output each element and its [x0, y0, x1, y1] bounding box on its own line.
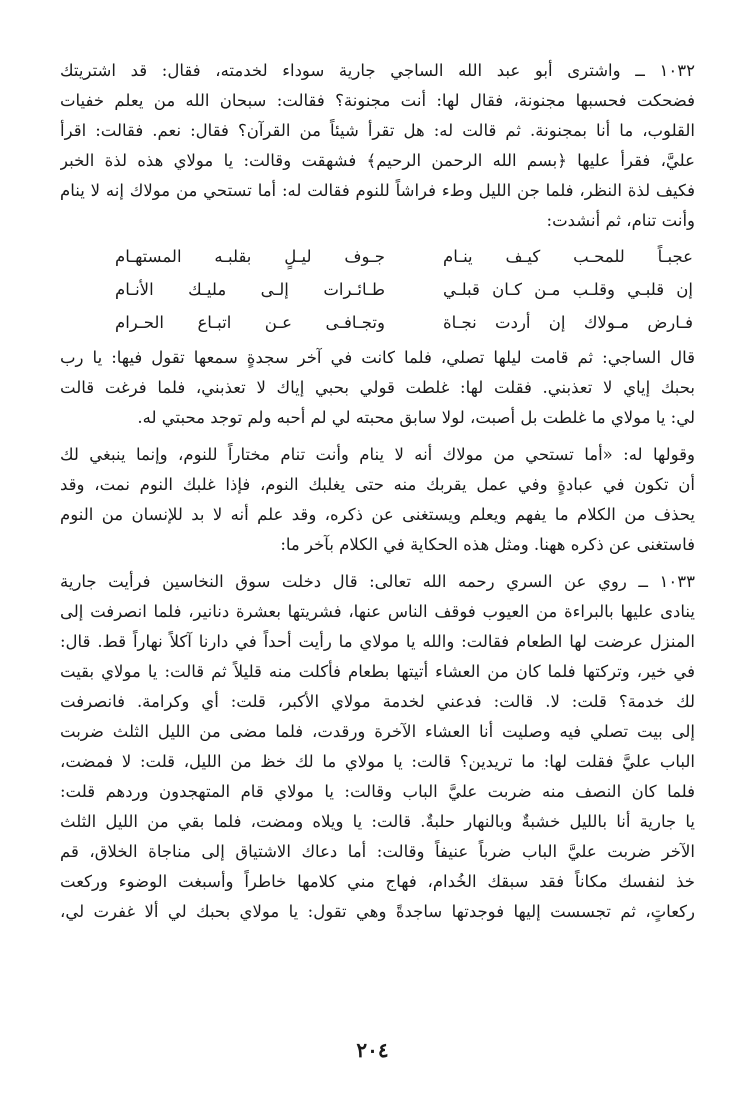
text-line: فضحكت فحسبها مجنونة، فقال لها: أنت مجنونة؟ فقالت: سبحان الله من يعلم خفيات [60, 91, 695, 110]
poem-verse [60, 306, 695, 339]
text-line: المنزل عرضت لها الطعام فقالت: والله يا مولاي ما رأيت أحداً في دارنا آكلاً نهاراً قط. قال: [60, 632, 695, 651]
text-line: ١٠٣٢ ــ واشترى أبو عبد الله الساجي جارية سوداء لخدمته، فقال: قد اشتريتك [60, 61, 695, 80]
page-number: ٢٠٤ [356, 1038, 389, 1062]
page-body [60, 56, 695, 927]
text-line: الباب عليَّ فقلت لها: ما تريدين؟ قالت: يا مولاي ما لك خظ من الليل، قلت: لا فمضت، [60, 752, 695, 771]
text-line: ١٠٣٣ ــ روي عن السري رحمه الله تعالى: قال دخلت سوق النخاسين فرأيت جارية [60, 572, 695, 591]
text-line: أن تكون في عبادةٍ وفي عمل يقربك منه حتى يغلبك النوم، فإذا غلبك النوم نمت، وقد [60, 475, 695, 494]
paragraph-saji [60, 343, 695, 433]
paragraph-1032 [60, 56, 695, 236]
paragraph-commentary [60, 440, 695, 560]
paragraph-1033 [60, 567, 695, 927]
text-line: لي: يا مولاي ما غلطت بل أصبت، لولا سابق محبته لي لم أحبه ولم توجد محبتي له. [137, 408, 695, 427]
text-line: إلى بيت تصلي فيه وصليت أنا العشاء الآخرة ورقدت، فلما مضى من الليل الثلث ضربت [60, 722, 695, 741]
verse-second-hemistich: وتجـافـى عـن اتبـاع الحـرام [115, 313, 385, 332]
text-line: وأنت تنام، ثم أنشدت: [546, 211, 695, 230]
text-line: فكيف لذة النظر، فلما جن الليل وطء فراشاً للنوم فقالت له: أما تستحي من مولاك إنه لا ينام [60, 181, 695, 200]
poem-verse [60, 240, 695, 273]
text-line: الآخر ضربت عليَّ الباب ضرباً عنيفاً وقالت: أما دعاك الاشتياق إلى مناجاة الخلاق، قم [60, 842, 695, 861]
poem-verse [60, 273, 695, 306]
text-line: ينادى عليها بالبراءة من العيوب فوقف الناس عنها، فشريتها بعشرة دنانير، فلما انصرفت إلى [60, 602, 695, 621]
verse-second-hemistich: جـوف ليـلٍ بقلبـه المستهـام [115, 247, 385, 266]
text-line: يحذف من الكلام ما يفهم ويعلم ويستغنى عن ذكره، وقد علم أنه لا بد للإنسان من النوم [60, 505, 695, 524]
text-line: وقولها له: «أما تستحي من مولاك أنه لا ينام وأنت تنام مختاراً للنوم، وإنما ينبغي لك [60, 445, 695, 464]
verse-second-hemistich: طـائـرات إلـى مليـك الأنـام [115, 280, 385, 299]
text-line: ركعاتٍ، ثم تجسست إليها فوجدتها ساجدةً وهي تقول: يا مولاي بحبك لي ألا غفرت لي، [60, 902, 695, 921]
text-line: القلوب، ما أنا بمجنونة. ثم قالت له: هل تقرأ شيئاً من القرآن؟ فقال: نعم. فقالت: اقرأ [60, 121, 695, 140]
poem [60, 240, 695, 339]
text-line: لك خدمة؟ قلت: لا. قالت: فدعني لخدمة مولاي الأكبر، قلت: أي وكرامة. فانصرفت [60, 692, 695, 711]
verse-first-hemistich: عجبـاً للمحـب كيـف ينـام [443, 247, 693, 266]
text-line: في خير، وتركتها فلما كان من العشاء أتيتها بطعام فأكلت منه قليلاً ثم قالت: يا مولاي بقيت [60, 662, 695, 681]
text-line: فلما كان النصف منه ضربت عليَّ الباب وقالت: يا مولاي قام المتهجدون وردهم قلت: [60, 782, 695, 801]
text-line: فاستغنى عن ذكره ههنا. ومثل هذه الحكاية في الكلام بآخر ما: [280, 535, 695, 554]
text-line: عليَّ، فقرأ عليها ﴿بسم الله الرحمن الرحيم﴾ فشهقت وقالت: يا مولاي هذه لذة الخبر [60, 151, 695, 170]
text-line: بحبك إياي لا تعذبني. فقلت لها: غلطت قولي بحبي إياك لا تعذبني، فلما فرغت قالت [60, 378, 695, 397]
text-line: خذ لنفسك مكاناً فقد سبقك الخُدام، فهاج مني كلامها خاطراً وأسبغت الوضوء وركعت [60, 872, 695, 891]
verse-first-hemistich: إن قلبـي وقلـب مـن كـان قبلـي [443, 280, 693, 299]
text-line: يا جارية أنا بالليل خشبةٌ وبالنهار حلبةٌ. قالت: يا ويلاه ومضت، فلما بقي من الليل الثلث [60, 812, 695, 831]
text-line: قال الساجي: ثم قامت ليلها تصلي، فلما كانت في آخر سجدةٍ سمعها تقول فيها: يا رب [60, 348, 695, 367]
verse-first-hemistich: فـارض مـولاك إن أردت نجـاة [443, 313, 693, 332]
